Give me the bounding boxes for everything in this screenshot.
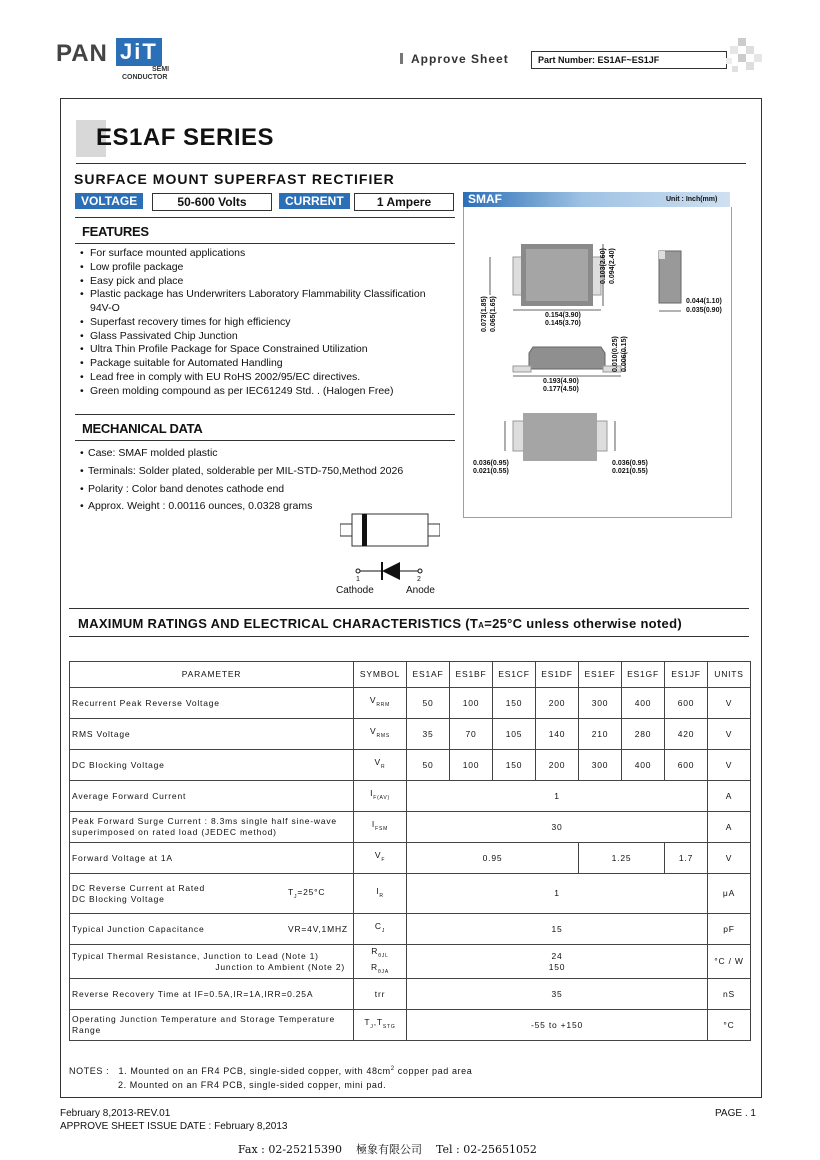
cond-sub: J	[294, 894, 298, 900]
dim-height-min: 0.094(2.40)	[609, 248, 616, 284]
col-header: ES1AF	[407, 662, 450, 688]
ratings-title	[78, 616, 682, 631]
dim-pad-left-max: 0.036(0.95)	[473, 460, 509, 467]
value-cell: 100	[450, 688, 493, 719]
ratings-title-pre: MAXIMUM RATINGS AND ELECTRICAL CHARACTERISTICS (T	[78, 616, 479, 631]
features-rule-top	[75, 217, 455, 218]
part-number-box: Part Number: ES1AF~ES1JF	[531, 51, 727, 69]
param-cell: RMS Voltage	[70, 719, 354, 750]
symbol-sep: ,T	[373, 1017, 383, 1027]
feature-item: • Superfast recovery times for high efficiency	[80, 316, 460, 330]
mech-rule-top	[75, 414, 455, 415]
dim-pad-left-min: 0.021(0.55)	[473, 468, 509, 475]
dim-pad-right-max: 0.036(0.95)	[612, 460, 648, 467]
col-header: SYMBOL	[354, 662, 407, 688]
symbol-cell: trr	[354, 979, 407, 1010]
col-header: ES1CF	[493, 662, 536, 688]
table-row	[70, 1010, 751, 1041]
issue-date: APPROVE SHEET ISSUE DATE : February 8,2013	[60, 1121, 288, 1132]
approve-sheet-label: Approve Sheet	[400, 52, 509, 66]
symbol: I	[376, 885, 380, 896]
feature-item: • For surface mounted applications	[80, 247, 460, 261]
symbol-sub: R	[381, 764, 386, 770]
symbol: V	[374, 757, 382, 767]
mechanical-item: • Terminals: Solder plated, solderable per MIL-STD-750,Method 2026	[80, 463, 403, 481]
symbol-cell	[354, 812, 407, 843]
value-cell: 150	[493, 750, 536, 781]
symbol: R	[371, 945, 379, 956]
note-1	[69, 1062, 472, 1078]
mechanical-title: MECHANICAL DATA	[82, 421, 203, 436]
features-title: FEATURES	[82, 224, 149, 239]
table-header-row	[70, 662, 751, 688]
voltage-value: 50-600 Volts	[152, 193, 272, 211]
value-cell: 1	[407, 874, 708, 914]
dim-thickness-min: 0.035(0.90)	[686, 307, 722, 314]
param-condition: VR=4V,1MHZ	[288, 924, 348, 934]
value-cell	[407, 945, 708, 979]
current-label: CURRENT	[279, 193, 350, 209]
param-line: Junction to Ambient (Note 2)	[215, 961, 345, 972]
value-cell: 50	[407, 750, 450, 781]
unit-cell: A	[708, 781, 751, 812]
table-row	[70, 914, 751, 945]
dim-pad-right-min: 0.021(0.55)	[612, 468, 648, 475]
symbol: R	[371, 961, 378, 972]
unit-cell: V	[708, 719, 751, 750]
unit-cell: V	[708, 750, 751, 781]
pin2-label: 2	[417, 576, 421, 583]
feature-item: • Green molding compound as per IEC61249 Std. . (Halogen Free)	[80, 385, 460, 399]
table-row	[70, 945, 751, 979]
value-cell: 15	[407, 914, 708, 945]
feature-item: • Plastic package has Underwriters Laboratory Flammability Classification 94V-O	[80, 288, 450, 316]
symbol-cell	[354, 874, 407, 914]
param-line: Peak Forward Surge Current : 8.3ms single half sine-wave	[72, 816, 337, 826]
value-cell: -55 to +150	[407, 1010, 708, 1041]
value-cell: 400	[622, 688, 665, 719]
param-cell	[70, 812, 354, 843]
value-cell: 200	[536, 750, 579, 781]
symbol-sub: F(AV)	[373, 795, 390, 801]
symbol-cell	[354, 719, 407, 750]
table-row	[70, 750, 751, 781]
symbol-sub: J	[381, 928, 386, 934]
value-cell: 200	[536, 688, 579, 719]
features-rule-bottom	[75, 243, 455, 244]
symbol-cell	[354, 945, 407, 979]
param-cell	[70, 914, 354, 945]
param-condition	[288, 887, 325, 903]
anode-label: Anode	[406, 585, 435, 596]
note-1-sup: 2	[390, 1066, 395, 1072]
feature-item: • Easy pick and place	[80, 275, 460, 289]
features-list	[80, 247, 460, 398]
voltage-label: VOLTAGE	[75, 193, 143, 209]
symbol: T	[364, 1017, 371, 1027]
value-line: 150	[548, 961, 566, 972]
param-line: Range	[72, 1025, 102, 1035]
symbol-cell	[354, 781, 407, 812]
feature-item: • Glass Passivated Chip Junction	[80, 330, 460, 344]
unit-cell: V	[708, 688, 751, 719]
value-cell: 210	[579, 719, 622, 750]
param-line: Operating Junction Temperature and Storage Temperature	[72, 1014, 336, 1024]
mechanical-list	[80, 445, 403, 516]
unit-cell: V	[708, 843, 751, 874]
dim-lead-thk-min: 0.006(0.15)	[621, 336, 628, 372]
product-subtitle: SURFACE MOUNT SUPERFAST RECTIFIER	[74, 171, 395, 187]
value-cell: 35	[407, 719, 450, 750]
table-row	[70, 874, 751, 914]
value-cell: 1.7	[665, 843, 708, 874]
param-cell	[70, 1010, 354, 1041]
value-cell: 30	[407, 812, 708, 843]
symbol: I	[370, 788, 374, 798]
symbol-cell	[354, 843, 407, 874]
logo-semiconductor	[122, 66, 170, 82]
unit-cell: °C / W	[708, 945, 751, 979]
ratings-table	[69, 661, 751, 1041]
value-cell: 0.95	[407, 843, 579, 874]
ratings-rule-bottom	[69, 636, 749, 637]
logo-pan: PAN	[56, 40, 108, 67]
notes	[69, 1062, 472, 1092]
symbol-cell	[354, 1010, 407, 1041]
symbol-line	[356, 946, 404, 962]
pin1-label: 1	[356, 576, 360, 583]
symbol-sub: θJA	[377, 968, 389, 975]
symbol: I	[371, 819, 376, 829]
cond-post: =25°C	[297, 887, 326, 897]
symbol-sub: F	[381, 857, 386, 863]
mechanical-item: • Approx. Weight : 0.00116 ounces, 0.0328 grams	[80, 498, 403, 516]
dim-body-length-max: 0.154(3.90)	[545, 312, 581, 319]
value-line: 24	[551, 950, 563, 961]
table-row	[70, 781, 751, 812]
logo-conductor-text: CONDUCTOR	[122, 74, 168, 81]
symbol-line	[356, 962, 404, 978]
dim-lead-width-min: 0.065(1.65)	[490, 296, 497, 332]
value-cell: 35	[407, 979, 708, 1010]
title-rule	[76, 163, 746, 164]
value-cell: 150	[493, 688, 536, 719]
symbol-sub: RMS	[376, 733, 390, 739]
dim-total-length-max: 0.193(4.90)	[543, 378, 579, 385]
ratings-rule-top	[69, 608, 749, 609]
col-header: UNITS	[708, 662, 751, 688]
symbol-sub: STG	[382, 1024, 396, 1030]
unit-cell: pF	[708, 914, 751, 945]
table-row	[70, 812, 751, 843]
feature-item: • Lead free in comply with EU RoHS 2002/95/EC directives.	[80, 371, 460, 385]
symbol: V	[374, 850, 382, 860]
notes-label: NOTES :	[69, 1066, 110, 1076]
note-2: 2. Mounted on an FR4 PCB, single-sided copper, mini pad.	[118, 1080, 387, 1090]
dim-lead-width-max: 0.073(1.85)	[481, 296, 488, 332]
fax-tel-line: Fax : 02-25215390 極象有限公司 Tel : 02-25651052	[238, 1143, 537, 1156]
param-line: superimposed on rated load (JEDEC method)	[72, 827, 277, 837]
value-cell: 600	[665, 750, 708, 781]
param-cell: Forward Voltage at 1A	[70, 843, 354, 874]
value-cell: 420	[665, 719, 708, 750]
param-line: Typical Thermal Resistance, Junction to Lead (Note 1)	[72, 950, 319, 961]
package-unit: Unit : Inch(mm)	[666, 196, 718, 203]
current-value: 1 Ampere	[354, 193, 454, 211]
ratings-title-post: =25°C unless otherwise noted)	[484, 616, 682, 631]
table-row	[70, 688, 751, 719]
symbol-sub: R	[379, 892, 384, 899]
dim-lead-thk-max: 0.010(0.25)	[612, 336, 619, 372]
unit-cell: °C	[708, 1010, 751, 1041]
symbol: V	[370, 726, 377, 736]
series-title: ES1AF SERIES	[96, 124, 275, 151]
param-cell: DC Blocking Voltage	[70, 750, 354, 781]
dim-thickness-max: 0.044(1.10)	[686, 298, 722, 305]
note-1-post: copper pad area	[394, 1066, 473, 1076]
param-line: Typical Junction Capacitance	[72, 923, 205, 934]
cond-sym: T	[288, 887, 294, 897]
mech-rule-bottom	[75, 440, 455, 441]
value-cell: 140	[536, 719, 579, 750]
value-cell: 300	[579, 750, 622, 781]
revision-date: February 8,2013-REV.01	[60, 1108, 171, 1119]
value-cell: 600	[665, 688, 708, 719]
symbol-sub: FSM	[375, 826, 389, 832]
param-cell: Average Forward Current	[70, 781, 354, 812]
symbol: V	[369, 695, 377, 705]
value-cell: 280	[622, 719, 665, 750]
package-name: SMAF	[468, 192, 502, 206]
unit-cell: μA	[708, 874, 751, 914]
param-cell: Reverse Recovery Time at IF=0.5A,IR=1A,IRR=0.25A	[70, 979, 354, 1010]
feature-item: • Low profile package	[80, 261, 460, 275]
value-cell: 70	[450, 719, 493, 750]
mechanical-item: • Polarity : Color band denotes cathode end	[80, 481, 403, 499]
table-row	[70, 719, 751, 750]
value-cell: 300	[579, 688, 622, 719]
param-cell	[70, 874, 354, 914]
dim-total-length-min: 0.177(4.50)	[543, 386, 579, 393]
dim-height-max: 0.103(2.60)	[600, 248, 607, 284]
table-row	[70, 843, 751, 874]
col-header: ES1BF	[450, 662, 493, 688]
symbol-sub: θJL	[378, 952, 389, 959]
feature-item: • Package suitable for Automated Handling	[80, 357, 460, 371]
value-cell: 100	[450, 750, 493, 781]
col-header: ES1EF	[579, 662, 622, 688]
mechanical-item: • Case: SMAF molded plastic	[80, 445, 403, 463]
note-1-text: 1. Mounted on an FR4 PCB, single-sided copper, with 48cm	[118, 1066, 391, 1076]
col-header: PARAMETER	[70, 662, 354, 688]
col-header: ES1JF	[665, 662, 708, 688]
symbol-sub: RRM	[376, 702, 391, 708]
symbol-sub: J	[370, 1024, 374, 1030]
param-line: DC Blocking Voltage	[72, 893, 165, 904]
logo-jit: JiT	[116, 38, 162, 66]
unit-cell: A	[708, 812, 751, 843]
unit-cell: nS	[708, 979, 751, 1010]
col-header: ES1GF	[622, 662, 665, 688]
diode-symbol-drawing	[340, 510, 440, 590]
page-number: PAGE . 1	[715, 1108, 756, 1119]
param-cell	[70, 945, 354, 979]
feature-item: • Ultra Thin Profile Package for Space Constrained Utilization	[80, 343, 460, 357]
symbol: C	[374, 921, 382, 931]
col-header: ES1DF	[536, 662, 579, 688]
value-cell: 400	[622, 750, 665, 781]
logo-semi-text: SEMI	[152, 66, 170, 73]
cathode-label: Cathode	[336, 585, 374, 596]
param-line: DC Reverse Current at Rated	[72, 882, 206, 893]
value-cell: 1	[407, 781, 708, 812]
value-cell: 105	[493, 719, 536, 750]
checker-decoration	[726, 38, 762, 74]
value-cell: 1.25	[579, 843, 665, 874]
value-cell: 50	[407, 688, 450, 719]
table-row	[70, 979, 751, 1010]
symbol-cell	[354, 688, 407, 719]
param-cell: Recurrent Peak Reverse Voltage	[70, 688, 354, 719]
symbol-cell	[354, 914, 407, 945]
dim-body-length-min: 0.145(3.70)	[545, 320, 581, 327]
ratings-title-sub: A	[478, 621, 485, 630]
symbol-cell	[354, 750, 407, 781]
